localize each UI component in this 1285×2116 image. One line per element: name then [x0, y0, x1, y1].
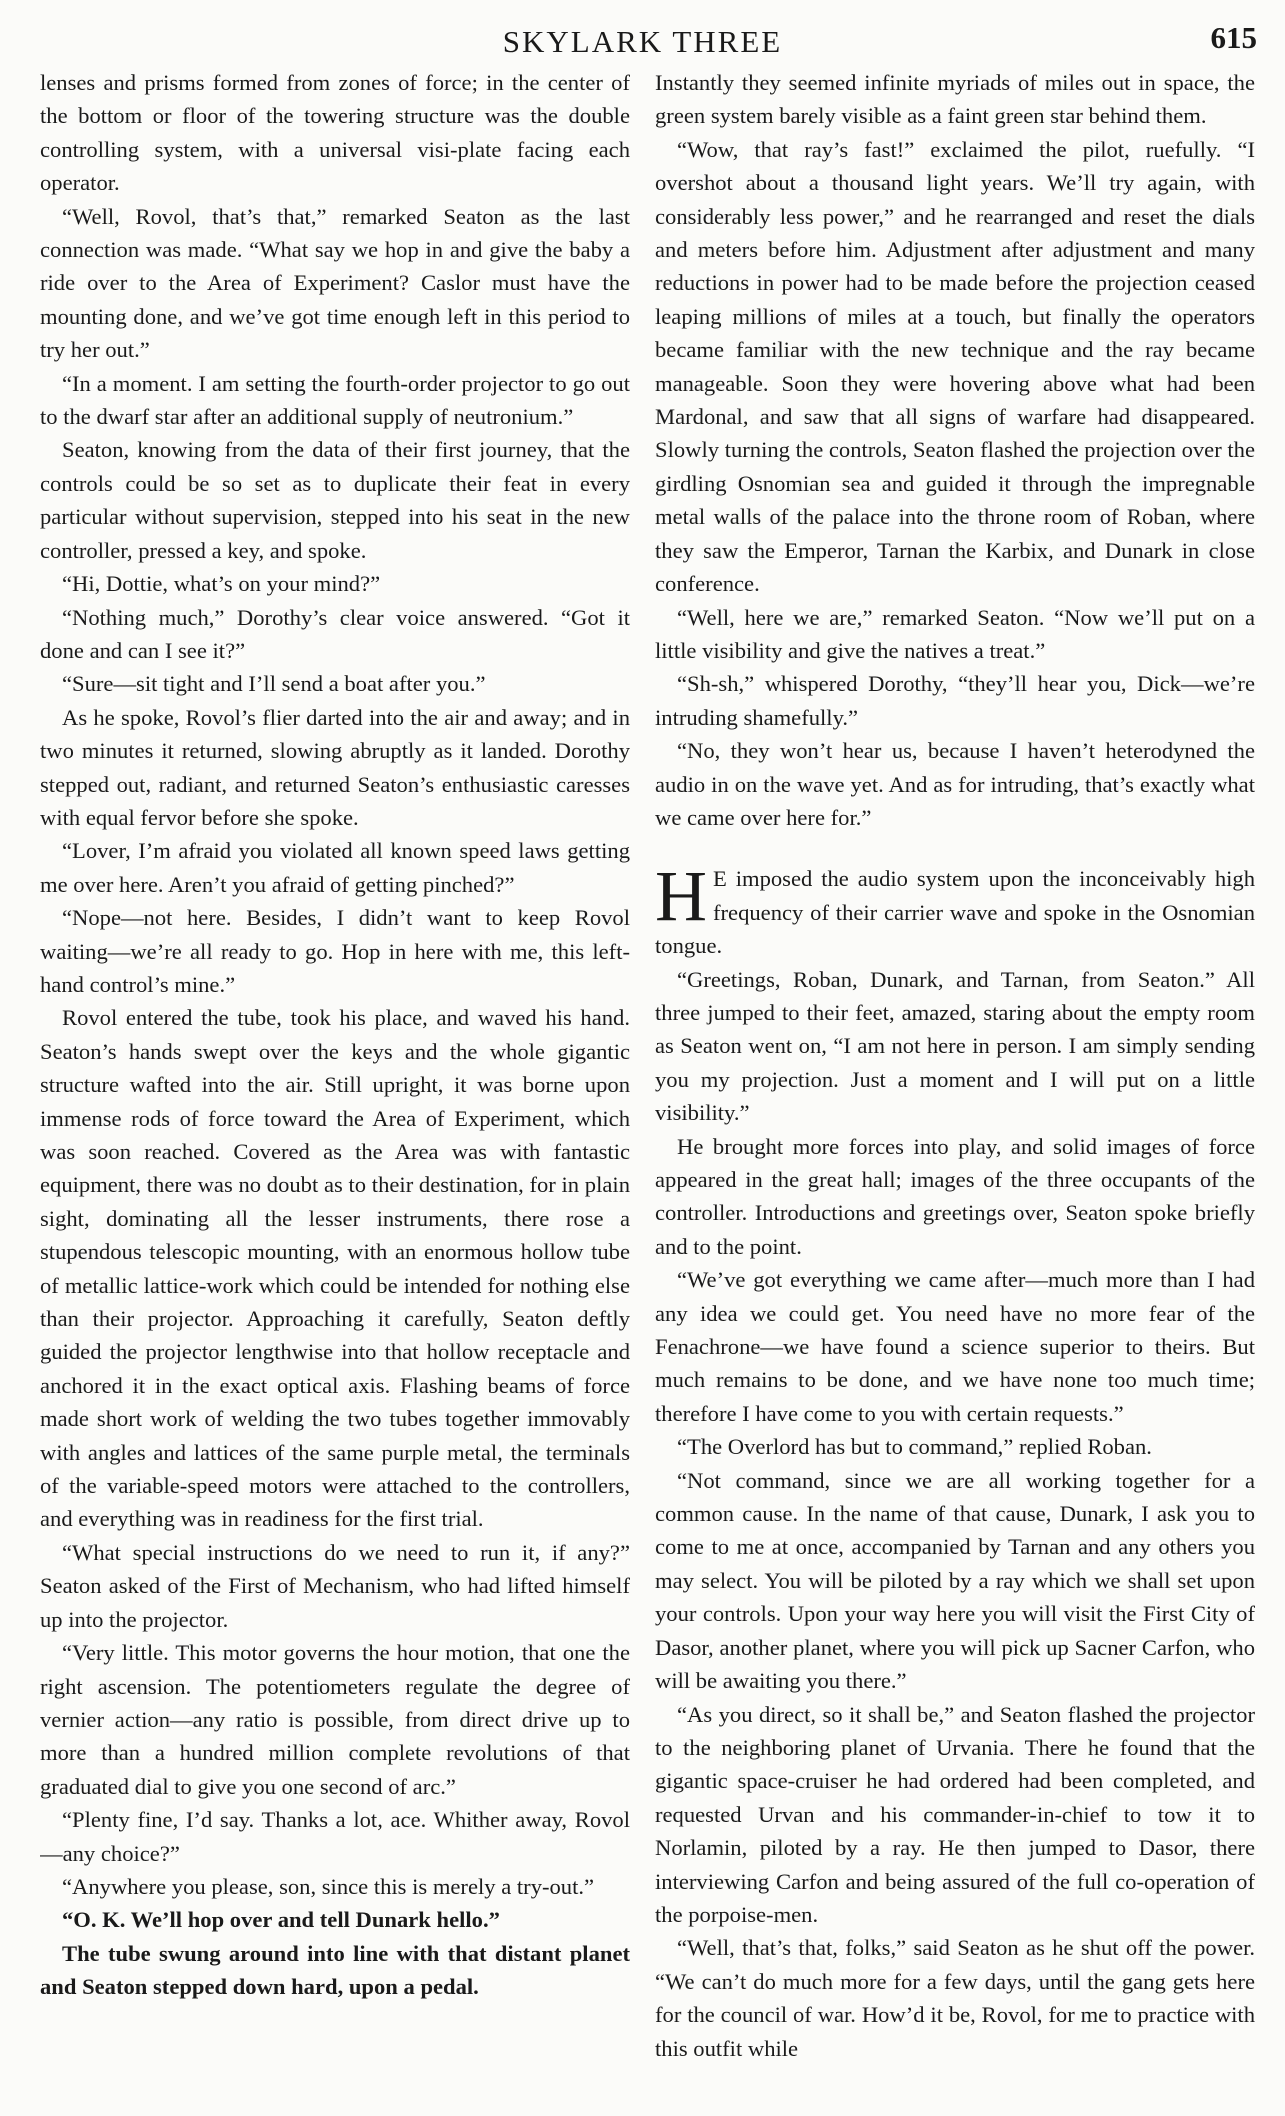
paragraph: “Sh-sh,” whispered Dorothy, “they’ll hear you, Dick—we’re intruding shamefully.”	[655, 671, 1255, 730]
paragraph: “The Overlord has but to command,” replied Roban.	[677, 1434, 1152, 1460]
paragraph: “In a moment. I am setting the fourth-order projector to go out to the dwarf star after an additional supply of neutronium.”	[40, 370, 630, 430]
running-head	[0, 10, 1285, 60]
paragraph: “Well, here we are,” remarked Seaton. “Now we’ll put on a little visibility and give the natives a treat.”	[655, 604, 1255, 663]
paragraph: “Wow, that ray’s fast!” exclaimed the pilot, ruefully. “I overshot about a thousand light years. We’ll try again, with considerably less power,” and he rearranged and reset the dials and meters before him. Adjustment after adjustment and many reductions in power had to be made before the projection ceased leaping millions of miles at a touch, but finally the operators became familiar with the new technique and the ray became manageable. Soon they were hovering above what had been Mardonal, and saw that all signs of warfare had disappeared. Slowly turning the controls, Seaton flashed the projection over the girdling Osnomian sea and guided it through the impregnable metal walls of the palace into the throne room of Roban, where they saw the Emperor, Tarnan the Karbix, and Dunark in close conference.	[655, 136, 1255, 597]
right-column	[655, 66, 1255, 2096]
paragraph: “As you direct, so it shall be,” and Seaton flashed the projector to the neighboring planet of Urvania. There he found that the gigantic space-cruiser he had ordered had been completed, and requested Urvan and his commander-in-chief to tow it to Norlamin, piloted by a ray. He then jumped to Dasor, there interviewing Carfon and being assured of the full co-operation of the porpoise-men.	[655, 1701, 1255, 1927]
paragraph: “No, they won’t hear us, because I haven’t heterodyned the audio in on the wave yet. And as for intruding, that’s exactly what we came over here for.”	[655, 738, 1255, 830]
drop-cap: H	[655, 856, 707, 937]
paragraph: Seaton, knowing from the data of their first journey, that the controls could be so set as to duplicate their feat in every particular without supervision, stepped into his seat in the new controller, pressed a key, and spoke.	[40, 437, 630, 563]
paragraph: “Well, that’s that, folks,” said Seaton as he shut off the power. “We can’t do much more for a few days, until the gang gets here for the council of war. How’d it be, Rovol, for me to practice with this outfit while	[655, 1935, 1255, 2061]
paragraph-text: E imposed the audio system upon the inconceivably high frequency of their carrier wave and spoke in the Osnomian tongue.	[655, 866, 1255, 959]
paragraph: “Hi, Dottie, what’s on your mind?”	[62, 571, 381, 597]
paragraph: “Nope—not here. Besides, I didn’t want to keep Rovol waiting—we’re all ready to go. Hop in here with me, this left-hand control’s mine.”	[40, 905, 630, 997]
left-column	[40, 66, 630, 2096]
section-opening-paragraph	[655, 856, 1255, 962]
paragraph: “Nothing much,” Dorothy’s clear voice answered. “Got it done and can I see it?”	[40, 604, 630, 663]
paragraph: “Very little. This motor governs the hour motion, that one the right ascension. The potentiometers regulate the degree of vernier action—any ratio is possible, from direct drive up to more than a hundred million complete revolutions of that graduated dial to give you one second of arc.”	[40, 1640, 630, 1799]
paragraph: “Anywhere you please, son, since this is merely a try-out.”	[62, 1873, 595, 1899]
paragraph: Instantly they seemed infinite myriads of miles out in space, the green system barely visible as a faint green star behind them.	[655, 70, 1255, 129]
paragraph: “What special instructions do we need to run it, if any?” Seaton asked of the First of Mechanism, who had lifted himself up into the projector.	[40, 1539, 630, 1632]
paragraph: Rovol entered the tube, took his place, and waved his hand. Seaton’s hands swept over the keys and the whole gigantic structure wafted into the air. Still upright, it was borne upon immense rods of force toward the Area of Experiment, which was soon reached. Covered as the Area was with fantastic equipment, there was no doubt as to their destination, for in plain sight, dominating all the lesser instruments, there rose a stupendous telescopic mounting, with an enormous hollow tube of metallic lattice-work which could be intended for nothing else than their projector. Approaching it carefully, Seaton deftly guided the projector lengthwise into that hollow receptacle and anchored it in the exact optical axis. Flashing beams of force made short work of welding the two tubes together immovably with angles and lattices of the same purple metal, the terminals of the variable-speed motors were attached to the controllers, and everything was in readiness for the first trial.	[40, 1005, 630, 1532]
paragraph: As he spoke, Rovol’s flier darted into the air and away; and in two minutes it returned, slowing abruptly as it landed. Dorothy stepped out, radiant, and returned Seaton’s enthusiastic caresses with equal fervor before she spoke.	[40, 704, 630, 830]
section-break	[655, 834, 1255, 862]
paragraph: lenses and prisms formed from zones of force; in the center of the bottom or floor of the towering structure was the double controlling system, with a universal visi-plate facing each operator.	[40, 70, 630, 196]
page-number: 615	[1210, 20, 1257, 55]
paragraph: “Sure—sit tight and I’ll send a boat after you.”	[62, 671, 486, 697]
paragraph: “O. K. We’ll hop over and tell Dunark hello.”	[62, 1907, 500, 1933]
paragraph: “We’ve got everything we came after—much more than I had any idea we could get. You need have no more fear of the Fenachrone—we have found a science superior to theirs. But much remains to be done, and we have none too much time; therefore I have come to you with certain requests.”	[655, 1267, 1255, 1426]
paragraph: “Well, Rovol, that’s that,” remarked Seaton as the last connection was made. “What say we hop in and give the baby a ride over to the Area of Experiment? Caslor must have the mounting done, and we’ve got time enough left in this period to try her out.”	[40, 203, 630, 363]
paragraph: “Not command, since we are all working together for a common cause. In the name of that cause, Dunark, I ask you to come to me at once, accompanied by Tarnan and any others you may select. You will be piloted by a ray which we shall set upon your controls. Upon your way here you will visit the First City of Dasor, another planet, where you will pick up Sacner Carfon, who will be awaiting you there.”	[655, 1467, 1255, 1694]
paragraph: “Plenty fine, I’d say. Thanks a lot, ace. Whither away, Rovol—any choice?”	[40, 1807, 630, 1866]
paragraph: “Greetings, Roban, Dunark, and Tarnan, from Seaton.” All three jumped to their feet, amazed, staring about the empty room as Seaton went on, “I am not here in person. I am simply sending you my projection. Just a moment and I will put on a little visibility.”	[655, 966, 1255, 1126]
paragraph: “Lover, I’m afraid you violated all known speed laws getting me over here. Aren’t you afraid of getting pinched?”	[40, 838, 630, 897]
paragraph: He brought more forces into play, and solid images of force appeared in the great hall; images of the three occupants of the controller. Introductions and greetings over, Seaton spoke briefly and to the point.	[655, 1133, 1255, 1259]
running-title: SKYLARK THREE	[502, 24, 783, 59]
paragraph: The tube swung around into line with that distant planet and Seaton stepped down hard, upon a pedal.	[40, 1940, 630, 2000]
